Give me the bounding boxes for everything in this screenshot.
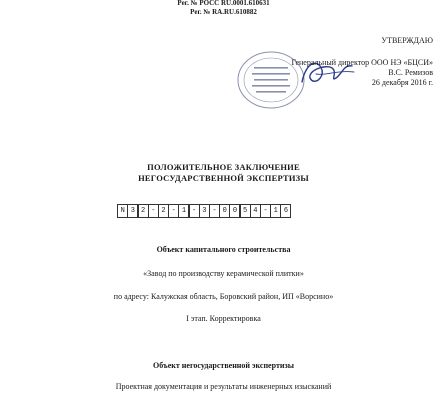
construction-address: по адресу: Калужская область, Боровский район, ИП «Ворсино» xyxy=(113,292,334,301)
construction-heading: Объект капитального строительства xyxy=(156,245,291,254)
construction-stage: I этап. Корректировка xyxy=(186,314,261,323)
document-title-line-1: ПОЛОЖИТЕЛЬНОЕ ЗАКЛЮЧЕНИЕ xyxy=(147,162,300,172)
number-cell: 1 xyxy=(178,204,189,218)
number-cell: 0 xyxy=(229,204,240,218)
number-cell: 1 xyxy=(270,204,281,218)
number-cell: - xyxy=(168,204,179,218)
approver-name: В.С. Ремизов xyxy=(388,68,433,77)
approval-label: УТВЕРЖДАЮ xyxy=(381,36,433,45)
construction-name: «Завод по производству керамической плитки» xyxy=(143,269,304,278)
number-cell: 3 xyxy=(199,204,210,218)
number-cell: 6 xyxy=(280,204,291,218)
document-title-line-2: НЕГОСУДАРСТВЕННОЙ ЭКСПЕРТИЗЫ xyxy=(138,173,309,183)
number-cell: 2 xyxy=(138,204,149,218)
expertise-subject: Проектная документация и результаты инженерных изысканий xyxy=(115,382,332,391)
number-cell: 0 xyxy=(219,204,230,218)
number-cell: 2 xyxy=(158,204,169,218)
registration-number-2: Рег. № RA.RU.610882 xyxy=(190,8,257,16)
approval-date: 26 декабря 2016 г. xyxy=(371,78,433,87)
number-cell: - xyxy=(260,204,271,218)
registration-number-1: Рег. № РОСС RU.0001.610631 xyxy=(177,0,270,7)
number-cell: 4 xyxy=(250,204,261,218)
number-cell: - xyxy=(209,204,220,218)
number-cell: - xyxy=(148,204,159,218)
expertise-heading: Объект негосударственной экспертизы xyxy=(153,361,294,370)
number-cell: - xyxy=(189,204,200,218)
number-cell: N xyxy=(117,204,128,218)
conclusion-number xyxy=(118,204,291,218)
number-cell: 5 xyxy=(240,204,251,218)
approver-position: Генеральный директор ООО НЭ «БЦСИ» xyxy=(291,58,433,67)
number-cell: 3 xyxy=(127,204,138,218)
